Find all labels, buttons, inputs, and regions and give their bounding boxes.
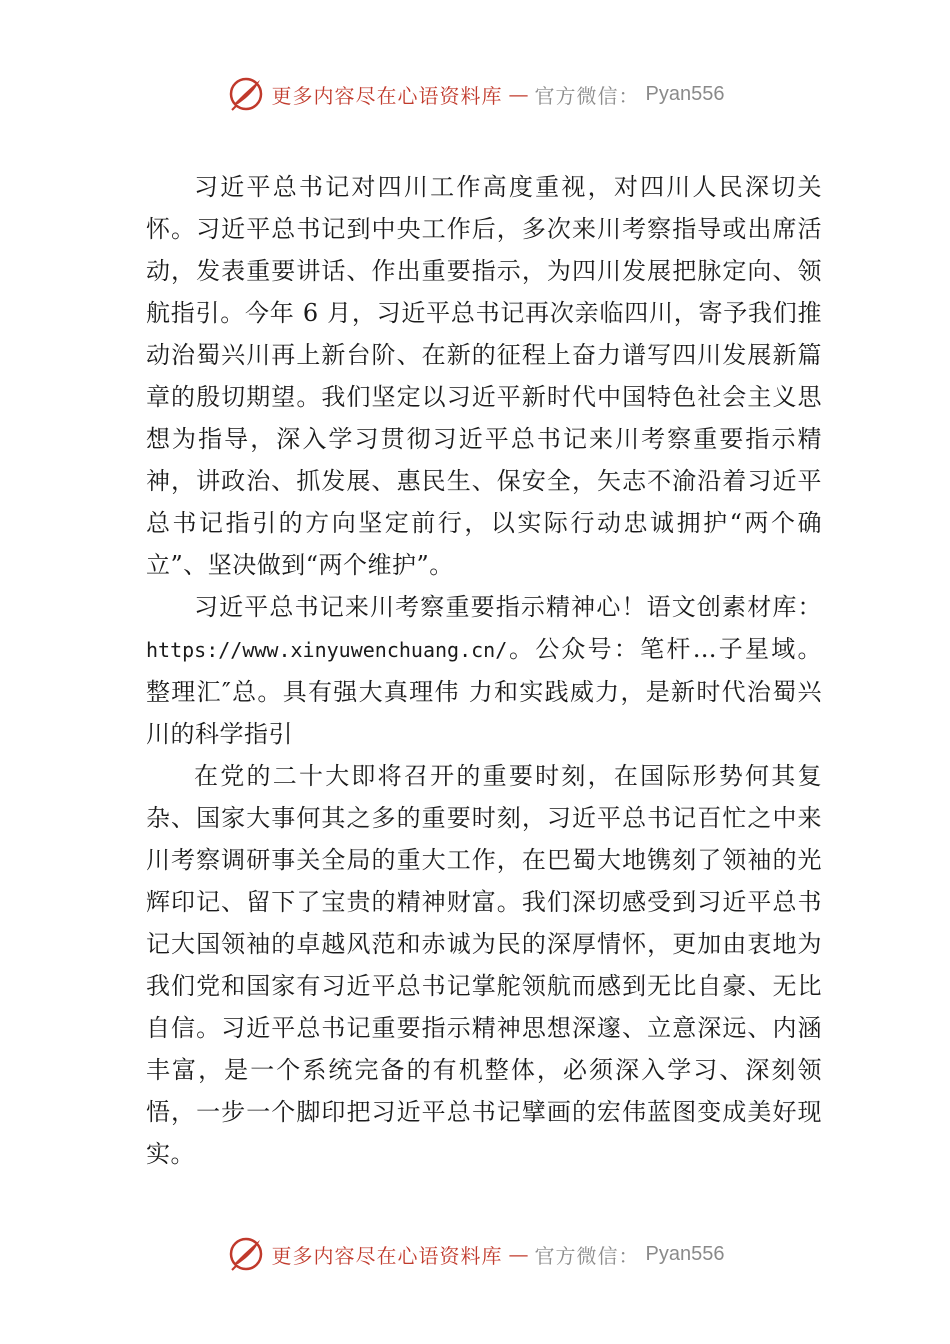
footer-promo-text: 更多内容尽在心语资料库 (271, 1243, 503, 1268)
quill-circle-logo-icon (226, 1234, 266, 1274)
paragraph-2-lead: 习近平总书记来川考察重要指示精神心！语文创素材库： (194, 593, 822, 621)
footer-dash: — (508, 1242, 529, 1266)
paragraph-1: 习近平总书记对四川工作高度重视，对四川人民深切关怀。习近平总书记到中央工作后，多次来川考察指导或出席活动，发表重要讲话、作出重要指示，为四川发展把脉定向、领航指引。今年 6 月，习近平总书记再次亲临四川，寄予我们推动治蜀兴川再上新台阶、在新的征程上奋力谱写四川发展新篇章的殷切期望。我们坚定以习近平新时代中国特色社会主义思想为指导，深入学习贯彻习近平总书记来川考察重要指示精神，讲政治、抓发展、惠民生、保安全，矢志不渝沿着习近平总书记指引的方向坚定前行，以实际行动忠诚拥护“两个确立”、坚决做到“两个维护”。 (146, 173, 822, 579)
paragraph-3: 在党的二十大即将召开的重要时刻，在国际形势何其复杂、国家大事何其之多的重要时刻，习近平总书记百忙之中来川考察调研事关全局的重大工作，在巴蜀大地镌刻了领袖的光辉印记、留下了宝贵的精神财富。我们深切感受到习近平总书记大国领袖的卓越风范和赤诚为民的深厚情怀，更加由衷地为我们党和国家有习近平总书记掌舵领航而感到无比自豪、无比自信。习近平总书记重要指示精神思想深邃、立意深远、内涵丰富，是一个系统完备的有机整体，必须深入学习、深刻领悟，一步一个脚印把习近平总书记擘画的宏伟蓝图变成美好现实。 (146, 762, 822, 1168)
footer-wechat-id: Pyan556 (645, 1242, 725, 1265)
paragraph-2-url: https://www.xinyuwenchuang.cn/ (146, 638, 508, 662)
header-promo-text: 更多内容尽在心语资料库 (271, 83, 503, 108)
header-dash: — (508, 82, 529, 106)
footer-banner (0, 1232, 950, 1276)
quill-circle-logo-icon (226, 74, 266, 114)
footer-wechat-label: 官方微信： (534, 1243, 640, 1268)
paragraph-2 (146, 586, 822, 755)
header-wechat-id: Pyan556 (645, 82, 725, 105)
document-body (146, 166, 822, 1175)
header-banner (0, 72, 950, 116)
header-wechat-label: 官方微信： (534, 83, 640, 108)
paragraph-2-tail: 。公众号：笔杆…子星域。整理汇″总。具有强大真理伟 力和实践威力，是新时代治蜀兴川的科学指引 (146, 635, 822, 748)
